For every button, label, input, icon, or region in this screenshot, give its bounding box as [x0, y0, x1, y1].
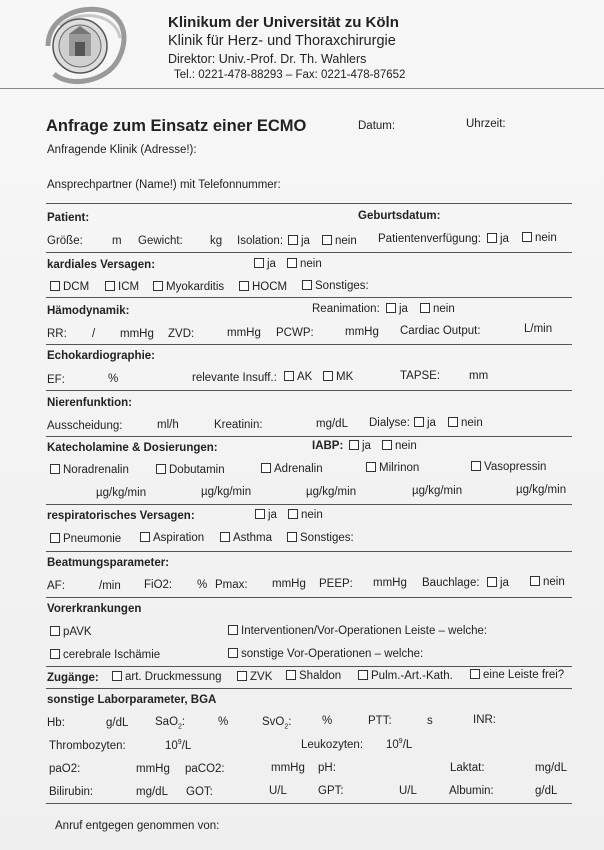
peep-label: PEEP:: [319, 578, 353, 590]
tapse-label: TAPSE:: [400, 370, 441, 382]
rule: [46, 203, 572, 204]
pmax-unit: mmHg: [272, 578, 306, 590]
groesse-unit: m: [112, 235, 122, 247]
checkbox-icon: [302, 280, 312, 290]
gewicht-unit: kg: [210, 235, 223, 247]
rr-label: RR:: [47, 328, 67, 340]
checkbox-icon: [288, 235, 298, 245]
checkbox-icon: [50, 464, 60, 474]
checkbox-icon: [105, 281, 115, 291]
checkbox-icon: [470, 669, 480, 679]
dialyse-label: Dialyse:: [369, 417, 410, 429]
haemo-heading: Hämodynamik:: [47, 305, 130, 317]
checkbox-icon: [471, 461, 481, 471]
resp-nein-checkbox[interactable]: nein: [288, 509, 323, 521]
vor-cerebral-checkbox[interactable]: cerebrale Ischämie: [50, 649, 160, 661]
university-name: Klinikum der Universität zu Köln: [168, 14, 399, 31]
checkbox-icon: [228, 625, 238, 635]
checkbox-icon: [522, 232, 532, 242]
contact-line: Tel.: 0221-478-88293 – Fax: 0221-478-87652: [174, 69, 406, 81]
zvd-label: ZVD:: [168, 328, 195, 340]
leuko-unit: $10^9/L$: [386, 738, 413, 751]
thrombo-label: Thrombozyten:: [49, 740, 126, 752]
pao2-unit: mmHg: [136, 763, 170, 775]
kardial-nein-checkbox[interactable]: nein: [287, 258, 322, 270]
ptt-label: PTT:: [368, 715, 392, 727]
checkbox-icon: [420, 303, 430, 313]
ausscheidung-label: Ausscheidung:: [47, 420, 123, 432]
iabp-label: IABP:: [312, 440, 344, 452]
checkbox-icon: [140, 532, 150, 542]
vor-interventionen-checkbox[interactable]: Interventionen/Vor-Operationen Leiste – welche:: [228, 625, 487, 637]
checkbox-icon: [237, 671, 247, 681]
checkbox-icon: [487, 577, 497, 587]
insuff-mk-checkbox[interactable]: MK: [323, 371, 353, 383]
verfuegung-ja-checkbox[interactable]: ja: [487, 233, 509, 245]
resp-ja-checkbox[interactable]: ja: [255, 509, 277, 521]
paco2-unit: mmHg: [271, 762, 305, 774]
director-line: Direktor: Univ.-Prof. Dr. Th. Wahlers: [168, 52, 367, 66]
checkbox-icon: [50, 626, 60, 636]
clinic-name: Klinik für Herz- und Thoraxchirurgie: [168, 33, 396, 49]
checkbox-icon: [414, 417, 424, 427]
checkbox-icon: [239, 281, 249, 291]
rule: [46, 436, 572, 437]
resp-pneumonie-checkbox[interactable]: Pneumonie: [50, 533, 121, 545]
bauchlage-ja-checkbox[interactable]: ja: [487, 577, 509, 589]
rule: [46, 803, 572, 804]
hb-unit: g/dL: [106, 717, 129, 729]
zug-druckmessung-checkbox[interactable]: art. Druckmessung: [112, 671, 222, 683]
datum-label: Datum:: [358, 120, 396, 132]
bauchlage-nein-checkbox[interactable]: nein: [530, 576, 565, 588]
co-unit: L/min: [524, 323, 553, 335]
zug-heading: Zugänge:: [47, 672, 99, 684]
kat-unit: µg/kg/min: [96, 487, 147, 499]
reanimation-label: Reanimation:: [312, 303, 380, 315]
rule: [46, 297, 572, 298]
checkbox-icon: [255, 509, 265, 519]
zug-zvk-checkbox[interactable]: ZVK: [237, 671, 272, 683]
ansprech-label: Ansprechpartner (Name!) mit Telefonnummer:: [47, 179, 281, 191]
ptt-unit: s: [427, 715, 433, 727]
thrombo-unit: $10^9/L$: [165, 739, 192, 752]
kat-unit: µg/kg/min: [516, 484, 567, 496]
zug-shaldon-checkbox[interactable]: Shaldon: [286, 670, 341, 682]
leuko-label: Leukozyten:: [301, 739, 364, 751]
rule: [46, 688, 572, 689]
rule: [46, 666, 572, 667]
hb-label: Hb:: [47, 717, 65, 729]
checkbox-icon: [323, 371, 333, 381]
checkbox-icon: [50, 649, 60, 659]
paco2-label: paCO2:: [185, 763, 225, 775]
patient-heading: Patient:: [47, 212, 90, 224]
groesse-label: Größe:: [47, 235, 83, 247]
vor-pavk-checkbox[interactable]: pAVK: [50, 626, 92, 638]
laktat-label: Laktat:: [450, 762, 485, 774]
isolation-ja-checkbox[interactable]: ja: [288, 235, 310, 247]
checkbox-icon: [286, 670, 296, 680]
af-unit: /min: [99, 580, 121, 592]
anruf-label: Anruf entgegen genommen von:: [55, 820, 220, 832]
checkbox-icon: [156, 464, 166, 474]
klinik-label: Anfragende Klinik (Adresse!):: [47, 144, 197, 156]
reanimation-ja-checkbox[interactable]: ja: [386, 303, 408, 315]
peep-unit: mmHg: [373, 577, 407, 589]
kat-milrinon-checkbox[interactable]: Milrinon: [366, 462, 419, 474]
got-unit: U/L: [269, 785, 287, 797]
verfuegung-label: Patientenverfügung:: [378, 233, 481, 245]
iabp-ja-checkbox[interactable]: ja: [349, 440, 371, 452]
rr-slash: /: [92, 328, 96, 340]
rule: [46, 551, 572, 552]
albumin-unit: g/dL: [535, 785, 558, 797]
kat-unit: µg/kg/min: [306, 486, 357, 498]
gpt-unit: U/L: [399, 785, 417, 797]
checkbox-icon: [153, 281, 163, 291]
vor-heading: Vorerkrankungen: [47, 603, 142, 615]
pao2-label: paO2:: [49, 763, 81, 775]
checkbox-icon: [254, 258, 264, 268]
kreatinin-unit: mg/dL: [316, 418, 348, 430]
laktat-unit: mg/dL: [535, 762, 567, 774]
kat-unit: µg/kg/min: [201, 486, 252, 498]
checkbox-icon: [261, 463, 271, 473]
verfuegung-nein-checkbox[interactable]: nein: [522, 232, 557, 244]
kat-heading: Katecholamine & Dosierungen:: [47, 442, 218, 454]
dialyse-nein-checkbox[interactable]: nein: [448, 417, 483, 429]
rr-unit: mmHg: [120, 328, 154, 340]
zug-leiste-checkbox[interactable]: eine Leiste frei?: [470, 669, 564, 681]
ausscheidung-unit: ml/h: [157, 419, 179, 431]
kat-dobutamin-checkbox[interactable]: Dobutamin: [156, 464, 225, 476]
checkbox-icon: [382, 440, 392, 450]
niere-heading: Nierenfunktion:: [47, 397, 132, 409]
zvd-unit: mmHg: [227, 327, 261, 339]
kat-noradrenalin-checkbox[interactable]: Noradrenalin: [50, 464, 129, 476]
resp-aspiration-checkbox[interactable]: Aspiration: [140, 532, 204, 544]
kardial-hocm-checkbox[interactable]: HOCM: [239, 281, 287, 293]
resp-heading: respiratorisches Versagen:: [47, 510, 195, 522]
insuff-label: relevante Insuff.:: [192, 372, 277, 384]
got-label: GOT:: [186, 786, 213, 798]
kardial-heading: kardiales Versagen:: [47, 259, 156, 271]
gewicht-label: Gewicht:: [138, 235, 183, 247]
checkbox-icon: [50, 281, 60, 291]
reanimation-nein-checkbox[interactable]: nein: [420, 303, 455, 315]
checkbox-icon: [50, 533, 60, 543]
beat-heading: Beatmungsparameter:: [47, 557, 170, 569]
dialyse-ja-checkbox[interactable]: ja: [414, 417, 436, 429]
fio2-unit: %: [197, 579, 208, 591]
fio2-label: FiO2:: [144, 579, 173, 591]
checkbox-icon: [322, 235, 332, 245]
resp-asthma-checkbox[interactable]: Asthma: [220, 532, 272, 544]
rule: [46, 597, 572, 598]
checkbox-icon: [530, 576, 540, 586]
university-seal-logo: [40, 4, 130, 88]
checkbox-icon: [366, 462, 376, 472]
resp-sonstiges-checkbox[interactable]: Sonstiges:: [287, 532, 354, 544]
tapse-unit: mm: [469, 370, 489, 382]
svo2-label: SvO$_2$:: [262, 716, 292, 731]
rule: [46, 344, 572, 345]
kreatinin-label: Kreatinin:: [214, 419, 263, 431]
header-rule: [0, 88, 604, 89]
form-title: Anfrage zum Einsatz einer ECMO: [46, 117, 307, 135]
checkbox-icon: [448, 417, 458, 427]
checkbox-icon: [288, 509, 298, 519]
ph-label: pH:: [318, 762, 336, 774]
isolation-label: Isolation:: [237, 235, 284, 247]
kat-adrenalin-checkbox[interactable]: Adrenalin: [261, 463, 323, 475]
bauchlage-label: Bauchlage:: [422, 577, 480, 589]
checkbox-icon: [358, 670, 368, 680]
isolation-nein-checkbox[interactable]: nein: [322, 235, 357, 247]
zug-pulmart-checkbox[interactable]: Pulm.-Art.-Kath.: [358, 670, 453, 682]
af-label: AF:: [47, 580, 65, 592]
rule: [46, 504, 572, 505]
sao2-unit: %: [218, 716, 229, 728]
ef-label: EF:: [47, 374, 65, 386]
kardial-myokarditis-checkbox[interactable]: Myokarditis: [153, 281, 224, 293]
iabp-nein-checkbox[interactable]: nein: [382, 440, 417, 452]
checkbox-icon: [287, 532, 297, 542]
kat-unit: µg/kg/min: [412, 485, 463, 497]
inr-label: INR:: [473, 714, 496, 726]
kat-vasopressin-checkbox[interactable]: Vasopressin: [471, 461, 546, 473]
ef-unit: %: [108, 373, 119, 385]
gpt-label: GPT:: [318, 785, 344, 797]
kardial-sonstiges-checkbox[interactable]: Sonstiges:: [302, 280, 369, 292]
vor-sonstige-checkbox[interactable]: sonstige Vor-Operationen – welche:: [228, 648, 423, 660]
co-label: Cardiac Output:: [400, 325, 481, 337]
checkbox-icon: [386, 303, 396, 313]
kardial-dcm-checkbox[interactable]: DCM: [50, 281, 89, 293]
insuff-ak-checkbox[interactable]: AK: [284, 371, 312, 383]
bili-label: Bilirubin:: [49, 786, 94, 798]
echo-heading: Echokardiographie:: [47, 350, 155, 362]
sao2-label: SaO$_2$:: [155, 716, 186, 731]
pcwp-label: PCWP:: [276, 327, 314, 339]
checkbox-icon: [287, 258, 297, 268]
pcwp-unit: mmHg: [345, 326, 379, 338]
checkbox-icon: [112, 671, 122, 681]
checkbox-icon: [284, 371, 294, 381]
rule: [46, 390, 572, 391]
pmax-label: Pmax:: [215, 579, 248, 591]
checkbox-icon: [220, 532, 230, 542]
svo2-unit: %: [322, 715, 333, 727]
labor-heading: sonstige Laborparameter, BGA: [47, 694, 217, 706]
rule: [46, 252, 572, 253]
albumin-label: Albumin:: [449, 785, 494, 797]
checkbox-icon: [228, 648, 238, 658]
checkbox-icon: [349, 440, 359, 450]
bili-unit: mg/dL: [136, 786, 168, 798]
checkbox-icon: [487, 233, 497, 243]
kardial-ja-checkbox[interactable]: ja: [254, 258, 276, 270]
kardial-icm-checkbox[interactable]: ICM: [105, 281, 139, 293]
uhrzeit-label: Uhrzeit:: [466, 118, 506, 130]
geburtsdatum-label: Geburtsdatum:: [358, 210, 441, 222]
